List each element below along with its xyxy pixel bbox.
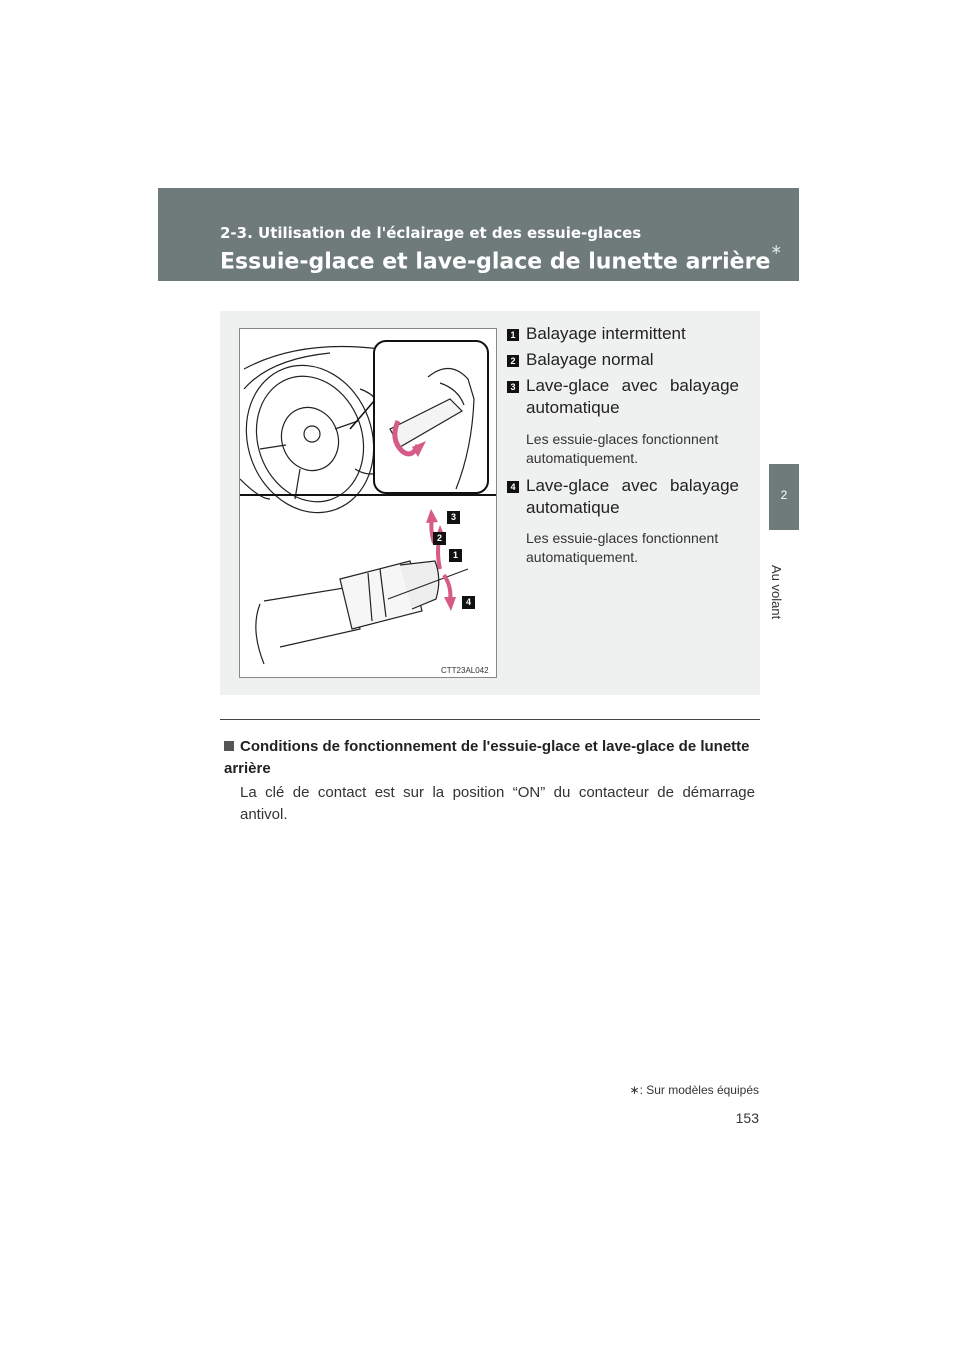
chapter-number: 2 bbox=[780, 488, 788, 502]
callout-3-label: Lave-glace avec balayage automatique bbox=[526, 376, 739, 417]
footnote: ∗: Sur modèles équipés bbox=[629, 1083, 759, 1097]
callout-4-note: Les essuie-glaces fonctionnent automatiquement. bbox=[526, 530, 719, 565]
page-title-text: Essuie-glace et lave-glace de lunette arrière bbox=[220, 249, 771, 275]
callout-number-3: 3 bbox=[507, 381, 519, 393]
square-bullet-icon bbox=[224, 741, 234, 751]
callout-number-2: 2 bbox=[507, 355, 519, 367]
figure-marker-4: 4 bbox=[462, 596, 475, 609]
page-title bbox=[220, 242, 783, 275]
figure-marker-2: 2 bbox=[433, 532, 446, 545]
wiper-lever-icon bbox=[256, 561, 439, 664]
title-asterisk-icon: ∗ bbox=[770, 242, 783, 258]
callout-2-label: Balayage normal bbox=[526, 350, 654, 369]
divider bbox=[220, 719, 760, 720]
callout-number-4: 4 bbox=[507, 481, 519, 493]
figure-marker-1: 1 bbox=[449, 549, 462, 562]
callout-number-1: 1 bbox=[507, 329, 519, 341]
figure-marker-3: 3 bbox=[447, 511, 460, 524]
callout-4-label: Lave-glace avec balayage automatique bbox=[526, 476, 739, 517]
callout-3-note: Les essuie-glaces fonctionnent automatiquement. bbox=[526, 431, 719, 466]
note-heading: Conditions de fonctionnement de l'essuie-glace et lave-glace de lunette arrière bbox=[224, 738, 750, 777]
wiper-lever-illustration bbox=[239, 328, 497, 678]
steering-wheel-icon bbox=[240, 347, 394, 531]
note-body: La clé de contact est sur la position “ON” du contacteur de démarrage antivol. bbox=[240, 784, 755, 823]
section-label: 2-3. Utilisation de l'éclairage et des essuie-glaces bbox=[220, 224, 642, 242]
chapter-label: Au volant bbox=[769, 565, 784, 620]
illustration-drawing bbox=[240, 329, 496, 677]
figure-code: CTT23AL042 bbox=[441, 666, 489, 675]
page-number: 153 bbox=[735, 1110, 759, 1126]
callout-1-label: Balayage intermittent bbox=[526, 324, 686, 343]
